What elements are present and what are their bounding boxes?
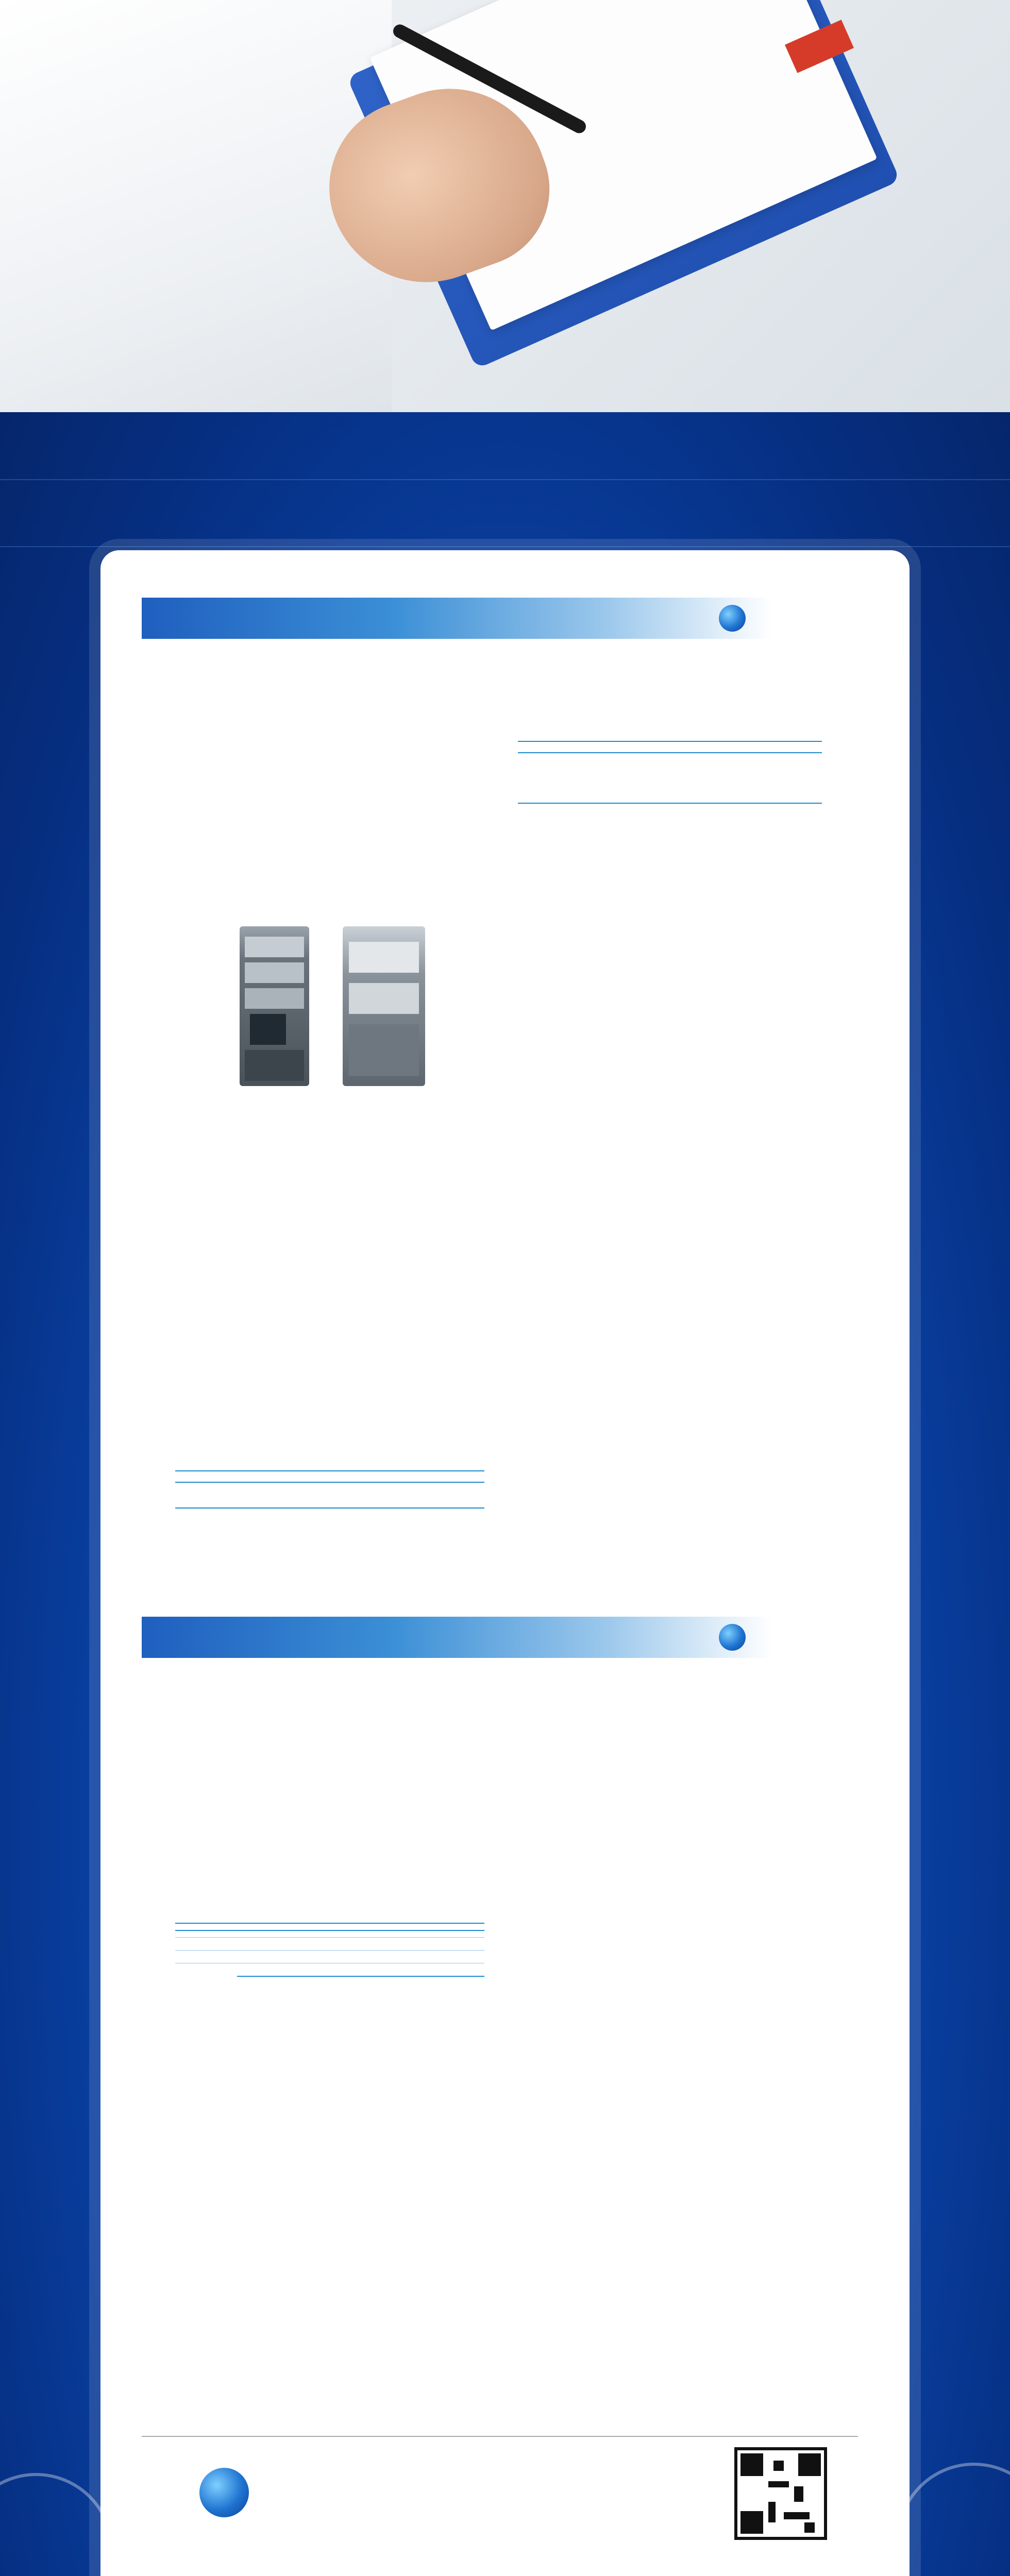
hero-image [0, 0, 1010, 412]
gradient2-header-a [619, 741, 721, 753]
gradient-table-1 [175, 1470, 484, 1509]
table-row [175, 1938, 484, 1944]
table-row [518, 786, 822, 794]
gradient-header-time [175, 1471, 278, 1482]
table1-header-compound [175, 1923, 237, 1930]
gradient2-header-time [518, 741, 619, 753]
chart-fig3-svg [533, 1181, 812, 1351]
table1-header-rt [237, 1923, 299, 1930]
gradient-header-a [278, 1471, 381, 1482]
table-row [175, 1482, 484, 1491]
chart-fig2-svg [533, 988, 812, 1158]
section-header-bar [142, 598, 858, 639]
table-row [175, 1930, 484, 1938]
gradient-table-2 [518, 741, 822, 804]
chart-fig2 [533, 988, 812, 1158]
qr-code [734, 2447, 827, 2540]
table-row [518, 794, 822, 803]
hplc-instrument-front [240, 926, 309, 1086]
chart-fig4 [533, 1369, 812, 1539]
content-card [100, 550, 910, 2576]
footer-beijing [296, 2447, 513, 2549]
footer-hotline2 [296, 2536, 363, 2547]
logo-icon [199, 2468, 249, 2517]
results-table [175, 1923, 484, 1977]
footer-dalian [520, 2462, 727, 2519]
chart-fig3 [533, 1181, 812, 1351]
logo-icon [719, 1624, 746, 1651]
table-row [175, 1951, 484, 1957]
table-row [518, 778, 822, 786]
table-row [175, 1499, 484, 1508]
table-row [175, 1963, 484, 1970]
brand-logo-2 [719, 1622, 858, 1653]
gradient-header-b [381, 1471, 484, 1482]
chart-fig5-svg [204, 1709, 482, 1879]
brand-logo [719, 603, 858, 634]
table1-header-resolution [423, 1923, 484, 1930]
footer [142, 2436, 858, 2576]
chart-fig4-svg [533, 1369, 812, 1539]
table-row [518, 761, 822, 770]
hplc-instrument-side [343, 926, 425, 1086]
gradient2-header-b [720, 741, 822, 753]
table1-header-area [299, 1923, 361, 1930]
table-row [518, 753, 822, 761]
table-row [518, 770, 822, 778]
table1-header-content [361, 1923, 423, 1930]
footer-logo [162, 2468, 286, 2571]
table-row [175, 1491, 484, 1499]
chart-fig5 [204, 1709, 482, 1879]
section-header-bar-2 [142, 1617, 858, 1658]
logo-icon [719, 605, 746, 632]
